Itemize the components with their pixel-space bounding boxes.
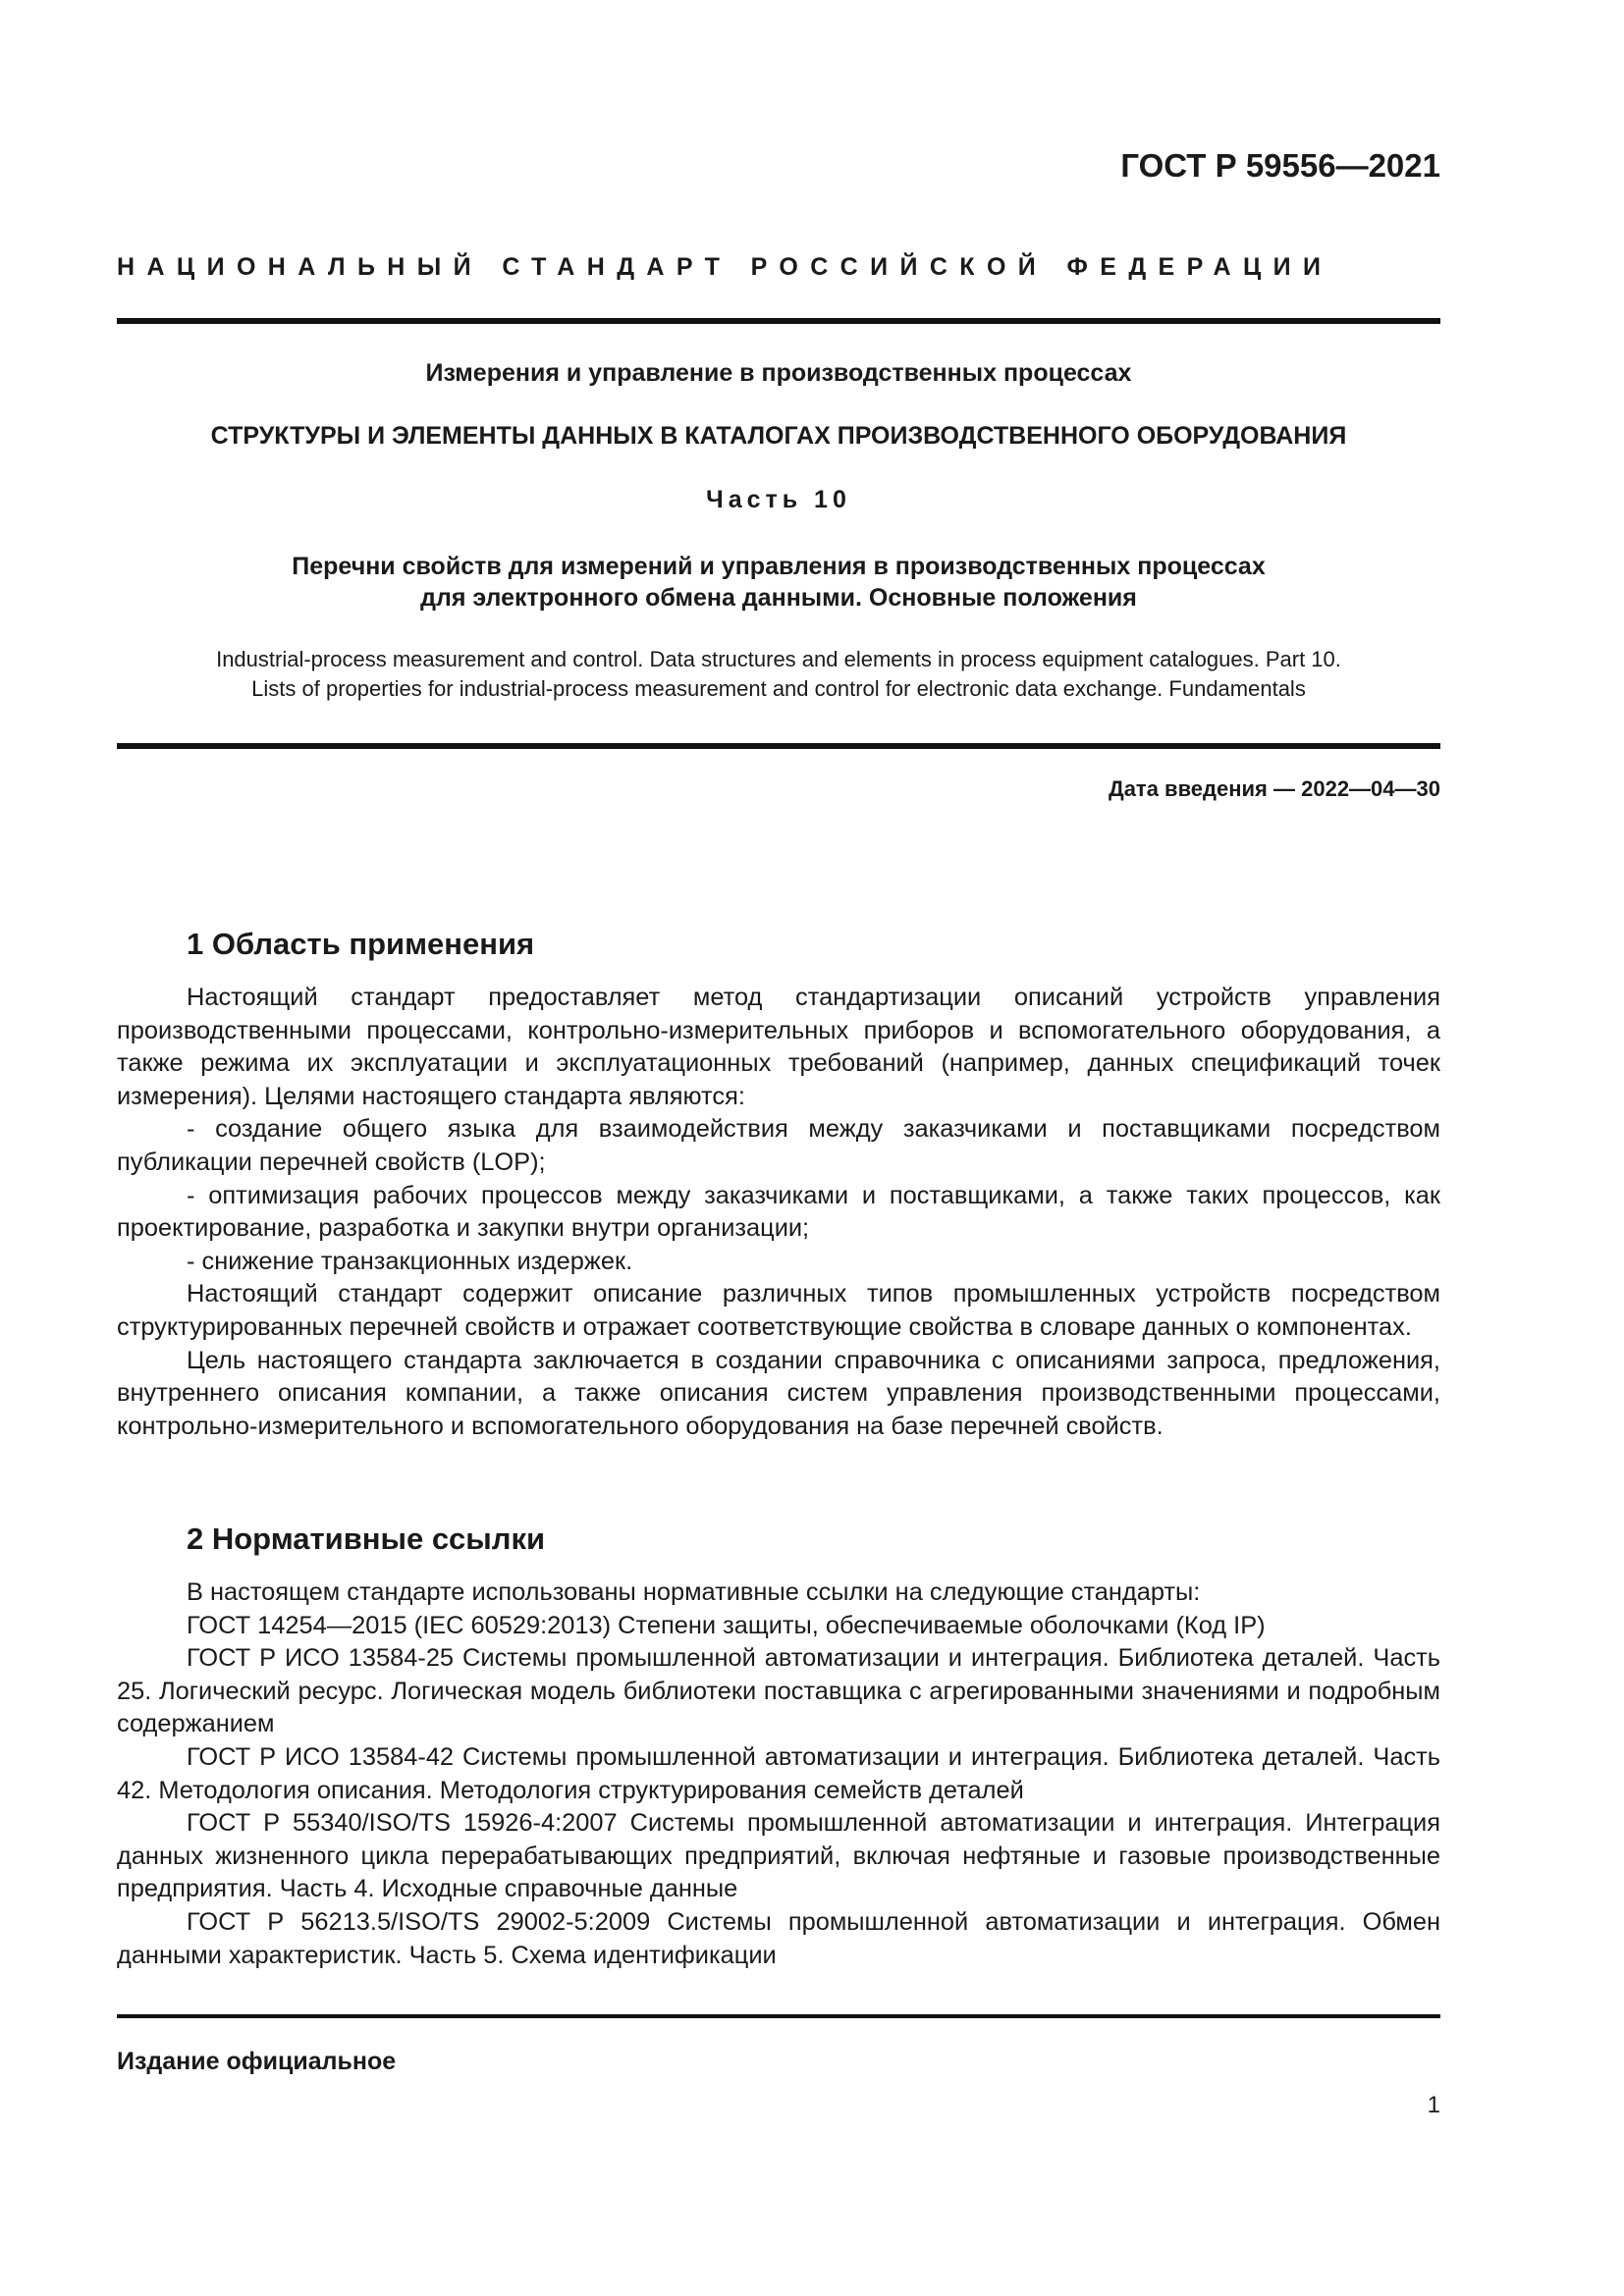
page-number: 1 <box>1427 2092 1440 2118</box>
paragraph: - снижение транзакционных издержек. <box>187 1247 633 1275</box>
paragraph: Настоящий стандарт предоставляет метод стандартизации описаний устройств управления производственными процессами, контрольно-измерительных приборов и вспомогательного оборудования, а также режима их эксплуатации и эксплуатационных требований (например, данных спецификаций точек измерения). Целями настоящего стандарта являются: <box>117 984 1440 1110</box>
paragraph: - создание общего языка для взаимодействия между заказчиками и поставщиками посредством публикации перечней свойств (LOP); <box>117 1115 1440 1176</box>
document-number: ГОСТ Р 59556—2021 <box>1120 147 1440 184</box>
english-title-line: Industrial-process measurement and control. Data structures and elements in process equipment catalogues. Part 10. <box>216 647 1341 671</box>
description-line: для электронного обмена данными. Основные положения <box>420 584 1137 612</box>
section-2-heading: 2 Нормативные ссылки <box>187 1522 546 1556</box>
standard-main-title: СТРУКТУРЫ И ЭЛЕМЕНТЫ ДАННЫХ В КАТАЛОГАХ ПРОИЗВОДСТВЕННОГО ОБОРУДОВАНИЯ <box>210 422 1347 450</box>
introduction-date: Дата введения — 2022—04—30 <box>1109 776 1440 801</box>
section-2-body <box>117 1576 1440 1972</box>
standard-description <box>117 551 1440 614</box>
english-title <box>117 645 1440 704</box>
official-edition-label: Издание официальное <box>117 2048 397 2075</box>
reference-item: ГОСТ Р ИСО 13584-25 Системы промышленной автоматизации и интеграция. Библиотека деталей. Часть 25. Логический ресурс. Логическая модель библиотеки поставщика с агрегированными значениями и подробным содержанием <box>117 1644 1440 1738</box>
paragraph: В настоящем стандарте использованы нормативные ссылки на следующие стандарты: <box>187 1578 1201 1606</box>
paragraph: Цель настоящего стандарта заключается в создании справочника с описаниями запроса, предложения, внутреннего описания компании, а также описания систем управления производственными процессами, контрольно-измерительного и вспомогательного оборудования на базе перечней свойств. <box>117 1346 1440 1440</box>
title-bottom-rule <box>117 743 1440 749</box>
top-rule <box>117 318 1440 324</box>
section-1-heading: 1 Область применения <box>187 927 535 961</box>
section-1-body <box>117 982 1440 1443</box>
standard-subtitle: Измерения и управление в производственных процессах <box>425 359 1132 387</box>
paragraph: Настоящий стандарт содержит описание различных типов промышленных устройств посредством структурированных перечней свойств и отражает соответствующие свойства в словаре данных о компонентах. <box>117 1280 1440 1341</box>
paragraph: - оптимизация рабочих процессов между заказчиками и поставщиками, а также таких процессов, как проектирование, разработка и закупки внутри организации; <box>117 1181 1440 1243</box>
standard-part: Часть 10 <box>706 486 851 513</box>
reference-item: ГОСТ Р ИСО 13584-42 Системы промышленной автоматизации и интеграция. Библиотека деталей. Часть 42. Методология описания. Методология структурирования семейств деталей <box>117 1742 1440 1804</box>
reference-item: ГОСТ Р 56213.5/ISO/TS 29002-5:2009 Системы промышленной автоматизации и интеграция. Обмен данными характеристик. Часть 5. Схема идентификации <box>117 1907 1440 1969</box>
footer-rule <box>117 2014 1440 2018</box>
english-title-line: Lists of properties for industrial-process measurement and control for electronic data exchange. Fundamentals <box>251 676 1306 701</box>
reference-item: ГОСТ 14254—2015 (IEC 60529:2013) Степени защиты, обеспечиваемые оболочками (Код IP) <box>187 1611 1266 1639</box>
reference-item: ГОСТ Р 55340/ISO/TS 15926-4:2007 Системы промышленной автоматизации и интеграция. Интеграция данных жизненного цикла перерабатывающих предприятий, включая нефтяные и газовые производственные предприятия. Часть 4. Исходные справочные данные <box>117 1809 1440 1903</box>
national-standard-title: НАЦИОНАЛЬНЫЙ СТАНДАРТ РОССИЙСКОЙ ФЕДЕРАЦИИ <box>117 253 1333 281</box>
description-line: Перечни свойств для измерений и управления в производственных процессах <box>292 553 1266 580</box>
